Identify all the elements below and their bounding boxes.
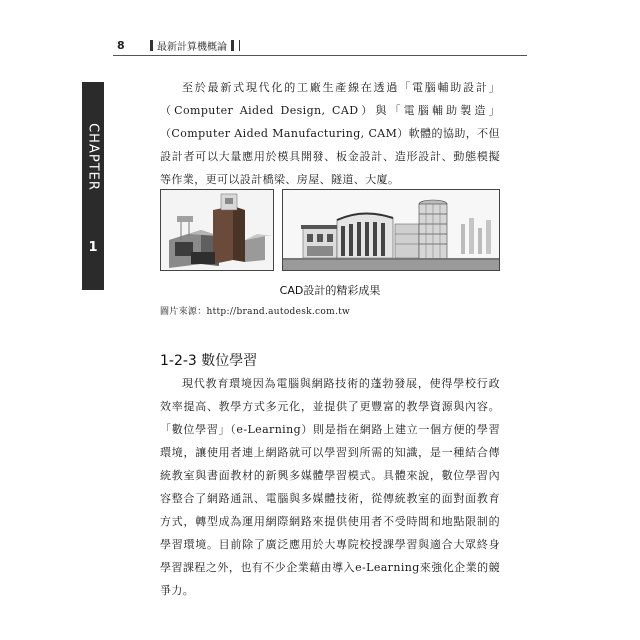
cad-machine-model-image: [160, 189, 274, 271]
cad-building-render-image: [282, 189, 500, 271]
chapter-label: CHAPTER: [85, 123, 101, 191]
header-bar-left: [150, 40, 153, 51]
header-rule: [113, 55, 527, 56]
header-bar-right-thin: [239, 40, 240, 51]
figure-caption: CAD設計的精彩成果: [279, 284, 381, 297]
section-heading: 1-2-3 數位學習: [160, 353, 258, 369]
body-paragraph-cad: 至於最新式現代化的工廠生產線在透過「電腦輔助設計」（Computer Aided Design, CAD）與「電腦輔助製造」（Computer Aided Manufacturing, CAM）軟體的協助，不但設計者可以大量應用於模具開發、板金設計、造形設計、動態模擬等作業，更可以設計橋梁、房屋、隧道、大廈。: [160, 81, 500, 186]
book-title: 最新計算機概論: [157, 42, 227, 53]
image-source: 圖片來源：http://brand.autodesk.com.tw: [160, 307, 351, 317]
body-paragraph-elearning: 現代教育環境因為電腦與網路技術的蓬勃發展，使得學校行政效率提高、教學方式多元化，並提供了更豐富的教學資源與內容。「數位學習」（e-Learning）則是指在網路上建立一個方便的學習環境，讓使用者連上網路就可以學習到所需的知識，是一種結合傳統教室與書面教材的新興多媒體學習模式。具體來說，數位學習內容整合了網路通訊、電腦與多媒體技術，從傳統教室的面對面教育方式，轉型成為運用網際網路來提供使用者不受時間和地點限制的學習環境。目前除了廣泛應用於大專院校授課學習與適合大眾終身學習課程之外，也有不少企業藉由導入e-Learning來強化企業的競爭力。: [160, 377, 500, 597]
chapter-tab: [82, 82, 104, 290]
chapter-number: 1: [88, 240, 98, 255]
machine-illustration: [161, 190, 273, 270]
header-bar-right: [231, 40, 234, 51]
running-header: [150, 38, 240, 53]
page-number: 8: [117, 39, 125, 52]
building-illustration: [283, 190, 499, 270]
